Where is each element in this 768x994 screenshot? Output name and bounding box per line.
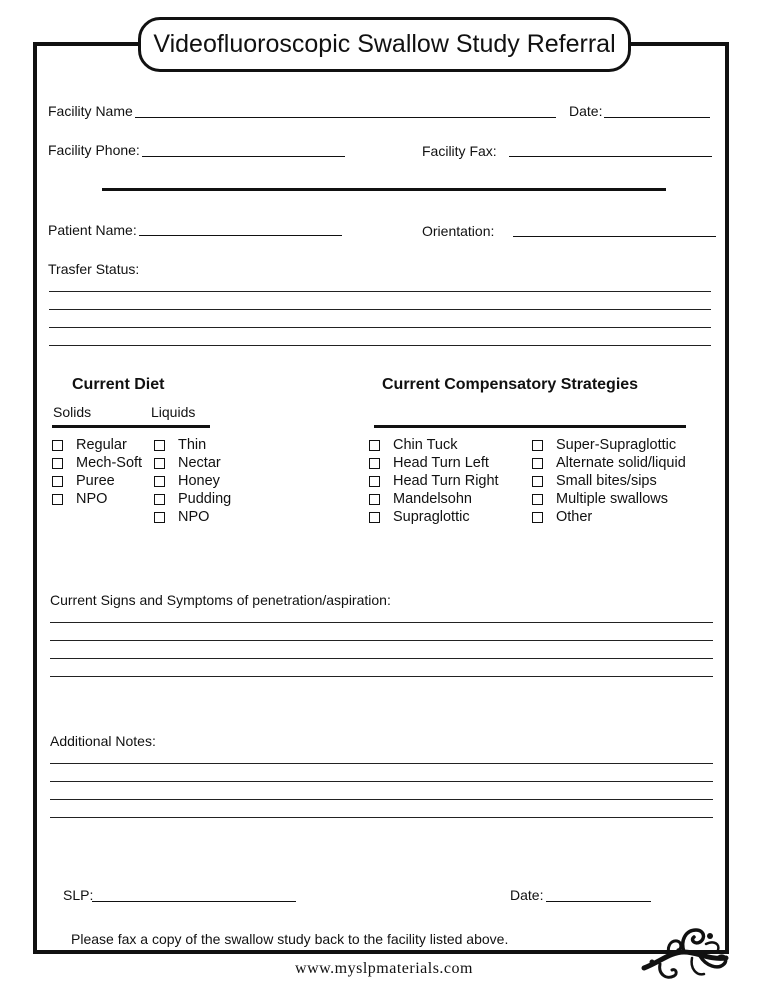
form-title (138, 17, 631, 72)
signs-symptoms-label: Current Signs and Symptoms of penetration/aspiration: (50, 592, 391, 608)
option-label: Regular (76, 437, 127, 453)
checkbox[interactable] (532, 476, 543, 487)
option-label: Mech-Soft (76, 455, 143, 471)
option-label: Honey (178, 473, 220, 489)
strategy-option-small-bites[interactable] (532, 473, 657, 489)
strategy-option-other[interactable] (532, 509, 592, 525)
option-label: Alternate solid/liquid (556, 455, 686, 471)
option-label: Chin Tuck (393, 437, 458, 453)
option-label: Super-Supraglottic (556, 437, 677, 453)
checkbox[interactable] (369, 494, 380, 505)
current-diet-heading: Current Diet (72, 376, 165, 393)
checkbox[interactable] (532, 440, 543, 451)
signs-symptoms-line[interactable] (50, 658, 713, 659)
facility-fax-field[interactable] (509, 156, 712, 157)
checkbox[interactable] (52, 458, 63, 469)
liquids-label: Liquids (151, 404, 196, 420)
form-title-text: Videofluoroscopic Swallow Study Referral (153, 30, 616, 58)
checkbox[interactable] (52, 494, 63, 505)
checkbox[interactable] (52, 440, 63, 451)
patient-name-field[interactable] (139, 235, 342, 236)
additional-notes-label: Additional Notes: (50, 733, 156, 749)
slp-label: SLP: (63, 887, 94, 903)
solids-option-puree[interactable] (52, 473, 115, 489)
facility-name-field[interactable] (135, 117, 556, 118)
transfer-status-label: Trasfer Status: (48, 261, 140, 277)
slp-signature-field[interactable] (92, 901, 296, 902)
signature-date-label: Date: (510, 887, 544, 903)
diet-divider (52, 425, 210, 428)
signs-symptoms-line[interactable] (50, 676, 713, 677)
checkbox[interactable] (154, 440, 165, 451)
solids-label: Solids (53, 404, 92, 420)
facility-phone-label: Facility Phone: (48, 142, 140, 158)
option-label: Other (556, 509, 593, 525)
checkbox[interactable] (154, 494, 165, 505)
strategy-option-supraglottic[interactable] (369, 509, 470, 525)
strategy-option-multiple-swallows[interactable] (532, 491, 668, 507)
liquids-option-pudding[interactable] (154, 491, 231, 507)
checkbox[interactable] (154, 458, 165, 469)
transfer-status-line[interactable] (49, 309, 711, 310)
strategies-heading: Current Compensatory Strategies (382, 376, 639, 393)
option-label: Head Turn Left (393, 455, 489, 471)
checkbox[interactable] (369, 476, 380, 487)
solids-option-regular[interactable] (52, 437, 127, 453)
section-divider (102, 188, 666, 191)
option-label: Thin (178, 437, 207, 453)
strategy-option-head-turn-left[interactable] (369, 455, 489, 471)
facility-phone-field[interactable] (142, 156, 345, 157)
option-label: Supraglottic (393, 509, 470, 525)
option-label: Small bites/sips (556, 473, 657, 489)
liquids-option-honey[interactable] (154, 473, 220, 489)
option-label: Puree (76, 473, 115, 489)
signature-date-field[interactable] (546, 901, 651, 902)
signs-symptoms-line[interactable] (50, 622, 713, 623)
strategy-option-chin-tuck[interactable] (369, 437, 457, 453)
transfer-status-line[interactable] (49, 345, 711, 346)
date-field[interactable] (604, 117, 710, 118)
strategy-option-mandelsohn[interactable] (369, 491, 472, 507)
facility-name-label: Facility Name (48, 103, 133, 119)
additional-notes-line[interactable] (50, 763, 713, 764)
liquids-option-npo[interactable] (154, 509, 209, 525)
liquids-option-thin[interactable] (154, 437, 206, 453)
checkbox[interactable] (532, 458, 543, 469)
option-label: Pudding (178, 491, 232, 507)
strategy-option-alternate-solid-liquid[interactable] (532, 455, 686, 471)
strategies-divider (374, 425, 686, 428)
option-label: Mandelsohn (393, 491, 472, 507)
checkbox[interactable] (532, 512, 543, 523)
checkbox[interactable] (369, 440, 380, 451)
transfer-status-line[interactable] (49, 327, 711, 328)
checkbox[interactable] (369, 458, 380, 469)
checkbox[interactable] (154, 512, 165, 523)
solids-option-mech-soft[interactable] (52, 455, 142, 471)
checkbox[interactable] (52, 476, 63, 487)
option-label: NPO (76, 491, 108, 507)
orientation-field[interactable] (513, 236, 716, 237)
date-label: Date: (569, 103, 603, 119)
fax-instruction: Please fax a copy of the swallow study back to the facility listed above. (71, 931, 509, 947)
strategy-option-super-supraglottic[interactable] (532, 437, 676, 453)
strategy-option-head-turn-right[interactable] (369, 473, 499, 489)
checkbox[interactable] (532, 494, 543, 505)
liquids-option-nectar[interactable] (154, 455, 221, 471)
option-label: NPO (178, 509, 210, 525)
additional-notes-line[interactable] (50, 799, 713, 800)
checkbox[interactable] (154, 476, 165, 487)
transfer-status-line[interactable] (49, 291, 711, 292)
solids-option-npo[interactable] (52, 491, 107, 507)
checkbox[interactable] (369, 512, 380, 523)
signs-symptoms-line[interactable] (50, 640, 713, 641)
option-label: Multiple swallows (556, 491, 669, 507)
additional-notes-line[interactable] (50, 817, 713, 818)
patient-name-label: Patient Name: (48, 222, 137, 238)
option-label: Head Turn Right (393, 473, 499, 489)
website-footer: www.myslpmaterials.com (295, 960, 473, 977)
facility-fax-label: Facility Fax: (422, 143, 497, 159)
orientation-label: Orientation: (422, 223, 495, 239)
option-label: Nectar (178, 455, 221, 471)
additional-notes-line[interactable] (50, 781, 713, 782)
